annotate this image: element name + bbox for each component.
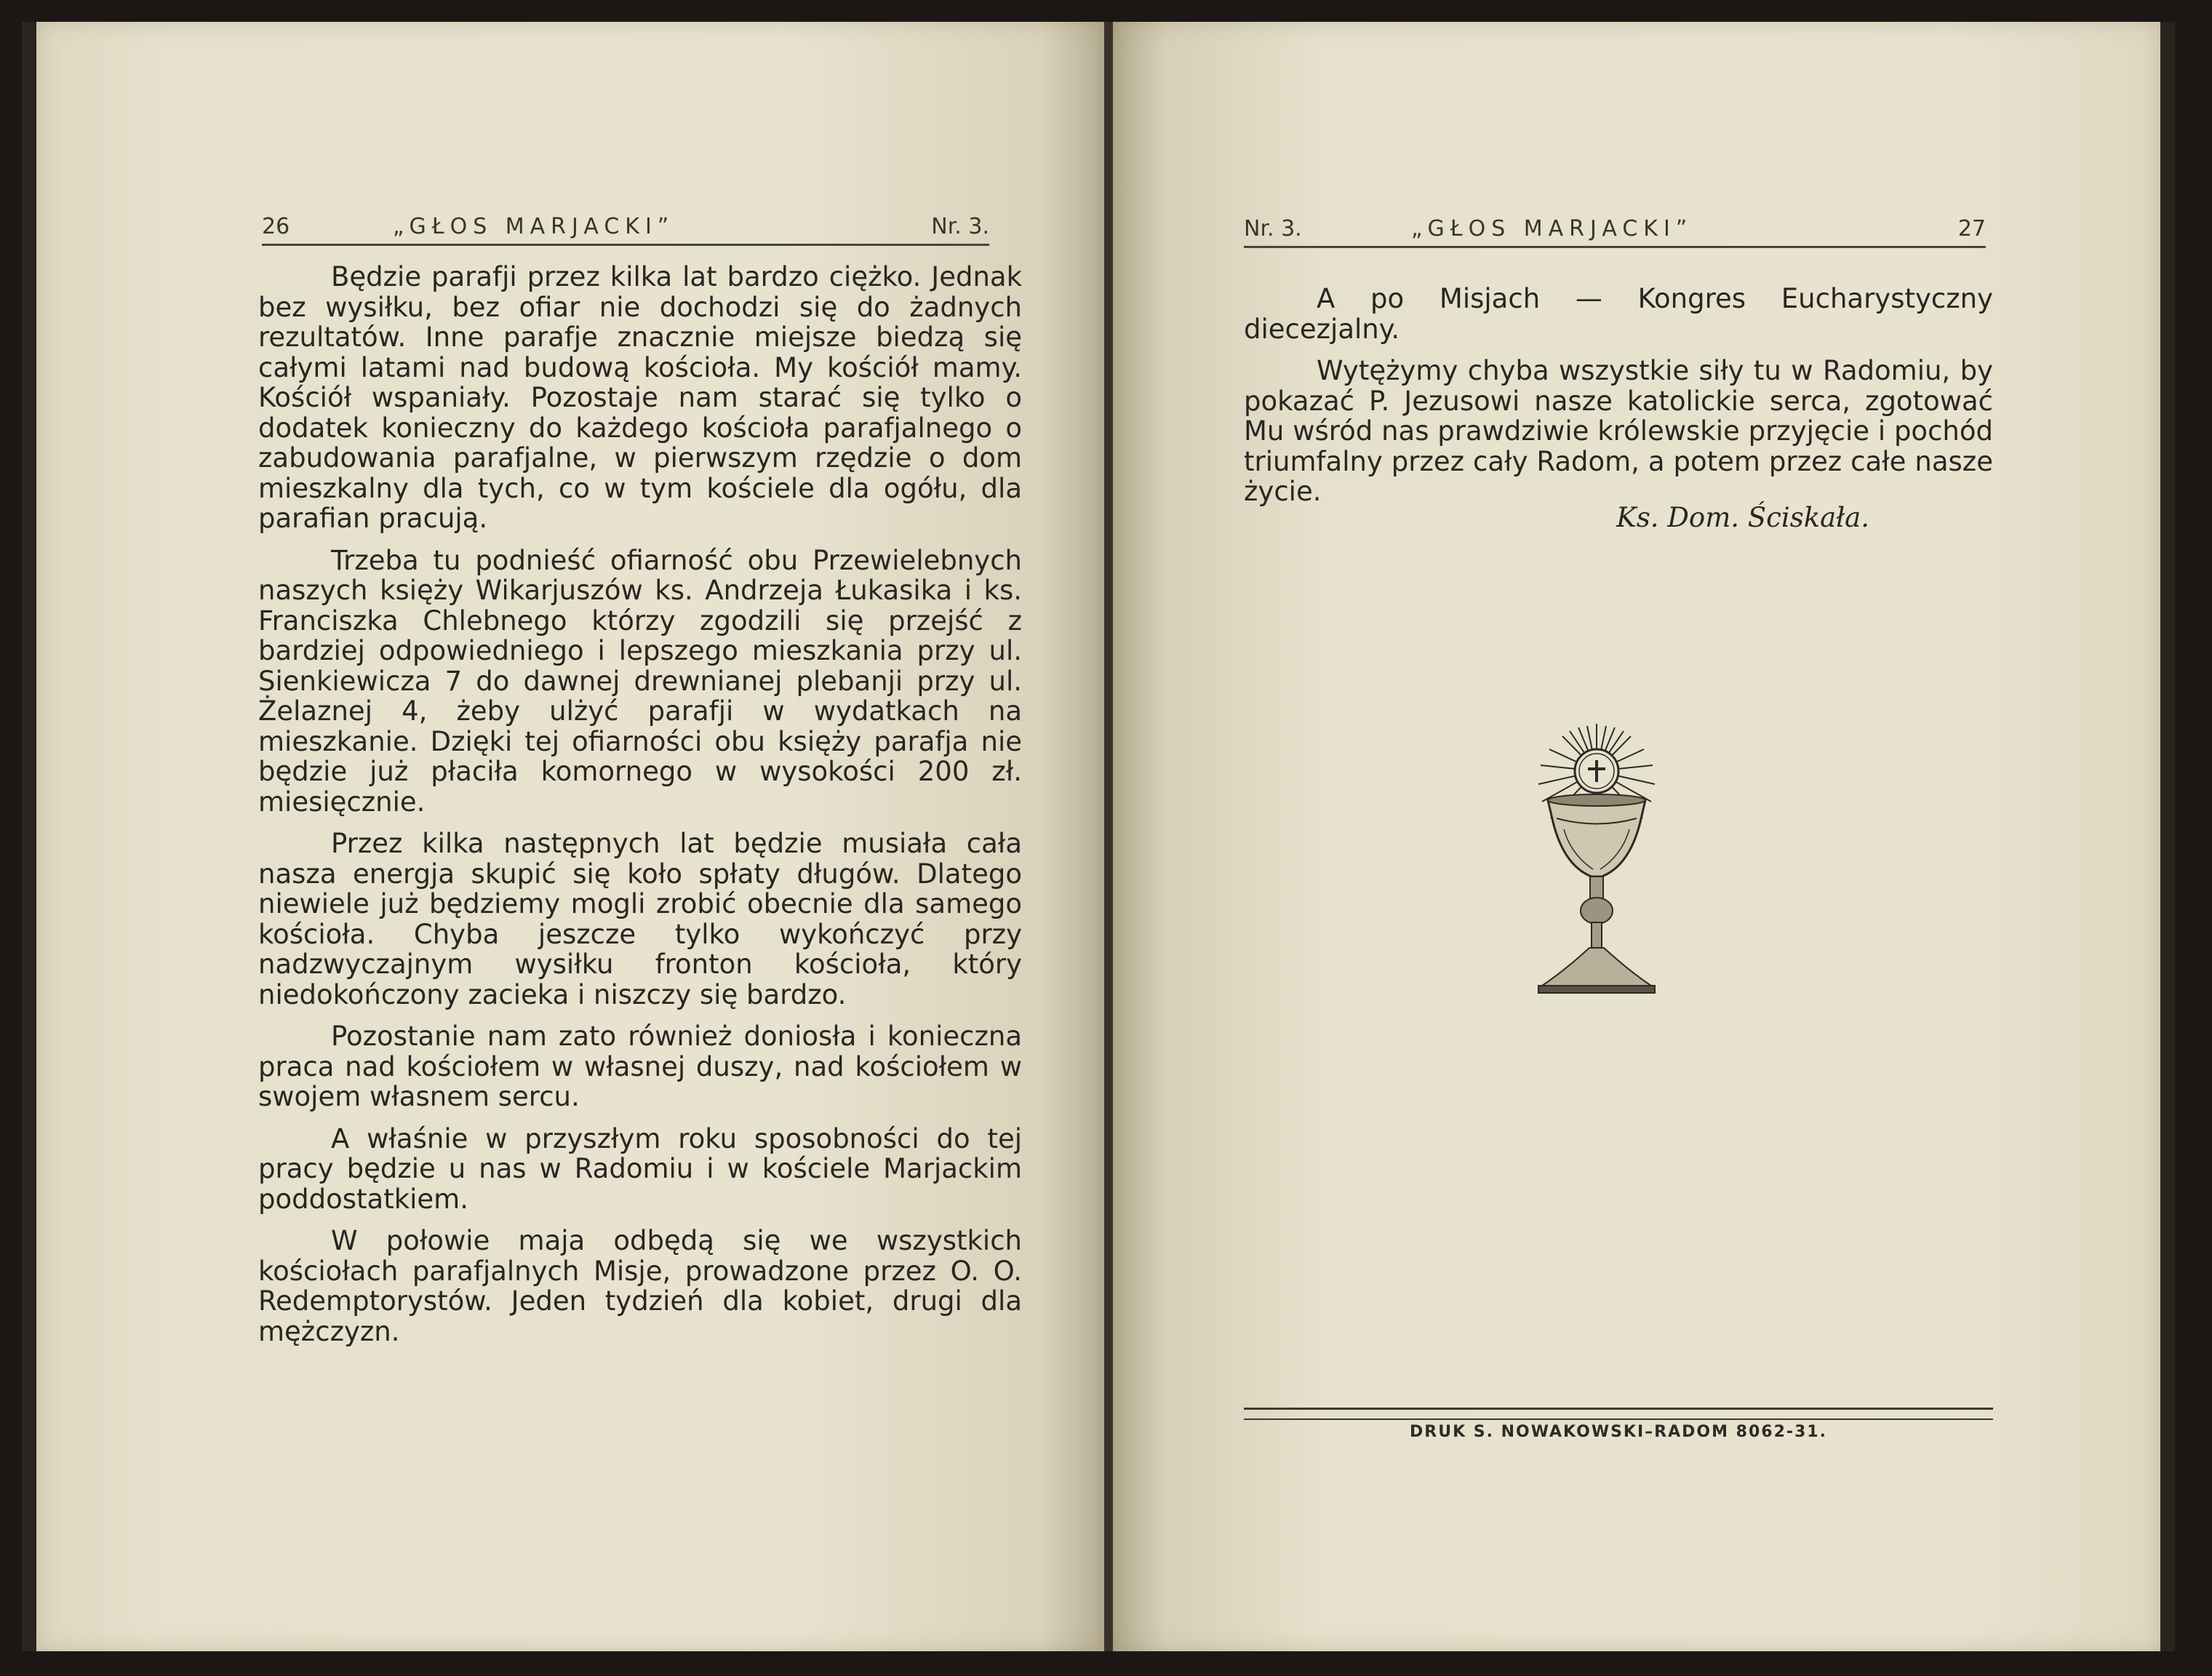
issue-number: Nr. 3.: [931, 214, 989, 239]
paragraph: A po Misjach — Kongres Eucharystyczny diecezjalny.: [1244, 283, 1993, 345]
issue-number: Nr. 3.: [1244, 216, 1302, 242]
magazine-spread: [22, 22, 2175, 1651]
chalice-with-host-icon: [1520, 720, 1673, 1004]
author-signature: Ks. Dom. Ściskała.: [1616, 502, 1869, 533]
right-page-header: [1244, 210, 1986, 248]
paragraph: Wytężymy chyba wszystkie siły tu w Radomiu, by pokazać P. Jezusowi nasze katolickie serca, zgotować Mu wśród nas prawdziwie królewskie przyjęcie i pochód triumfalny przez cały Radom, a potem przez całe nasze życie.: [1244, 355, 1993, 507]
running-title: „GŁOS MARJACKI”: [393, 214, 675, 239]
left-page: [36, 22, 1106, 1651]
left-page-body: [258, 262, 1022, 1358]
running-title: „GŁOS MARJACKI”: [1411, 216, 1693, 242]
paragraph: Pozostanie nam zato również doniosła i konieczna praca nad kościołem w własnej duszy, nad kościołem w swojem własnem sercu.: [258, 1021, 1022, 1112]
printer-imprint: DRUK S. NOWAKOWSKI–RADOM 8062-31.: [1410, 1423, 1827, 1441]
right-page: [1113, 22, 2160, 1651]
right-page-body: [1244, 284, 1993, 519]
paragraph: Przez kilka następnych lat będzie musiała cała nasza energja skupić się koło spłaty długów. Dlatego niewiele już będziemy mogli zrobić obecnie dla samego kościoła. Chyba jeszcze tylko wykończyć przy nadzwyczajnym wysiłku fronton kościoła, który niedokończony zacieka i niszczy się bardzo.: [258, 828, 1022, 1010]
paragraph: A właśnie w przyszłym roku sposobności do tej pracy będzie u nas w Radomiu i w kościele Marjackim poddostatkiem.: [258, 1122, 1022, 1215]
paragraph: W połowie maja odbędą się we wszystkich kościołach parafjalnych Misje, prowadzone przez O. O. Redemptorystów. Jeden tydzień dla kobiet, drugi dla mężczyzn.: [258, 1225, 1022, 1347]
paragraph: Trzeba tu podnieść ofiarność obu Przewielebnych naszych księży Wikarjuszów ks. Andrzeja Łukasika i ks. Franciszka Chlebnego którzy zgodzili się przejść z bardziej odpowiedniego i lepszego mieszkania przy ul. Sienkiewicza 7 do dawnej drewnianej plebanji przy ul. Żelaznej 4, żeby ulżyć parafji w wydatkach na mieszkanie. Dzięki tej ofiarności obu księży parafja nie będzie już płaciła komornego w wysokości 200 zł. miesięcznie.: [258, 544, 1022, 818]
page-number: 26: [262, 214, 290, 239]
left-page-header: [262, 207, 989, 246]
page-number: 27: [1957, 216, 1986, 242]
footer-rule: [1244, 1408, 1993, 1420]
paragraph: Będzie parafji przez kilka lat bardzo ciężko. Jednak bez wysiłku, bez ofiar nie dochodzi się do żadnych rezultatów. Inne parafje znacznie miejsze biedzą się całymi latami nad budową kościoła. My kościół mamy. Kościół wspaniały. Pozostaje nam starać się tylko o dodatek konieczny do każdego kościoła parafjalnego o zabudowania parafjalne, w pierwszym rzędzie o dom mieszkalny dla tych, co w tym kościele dla ogółu, dla parafian pracują.: [258, 261, 1022, 534]
